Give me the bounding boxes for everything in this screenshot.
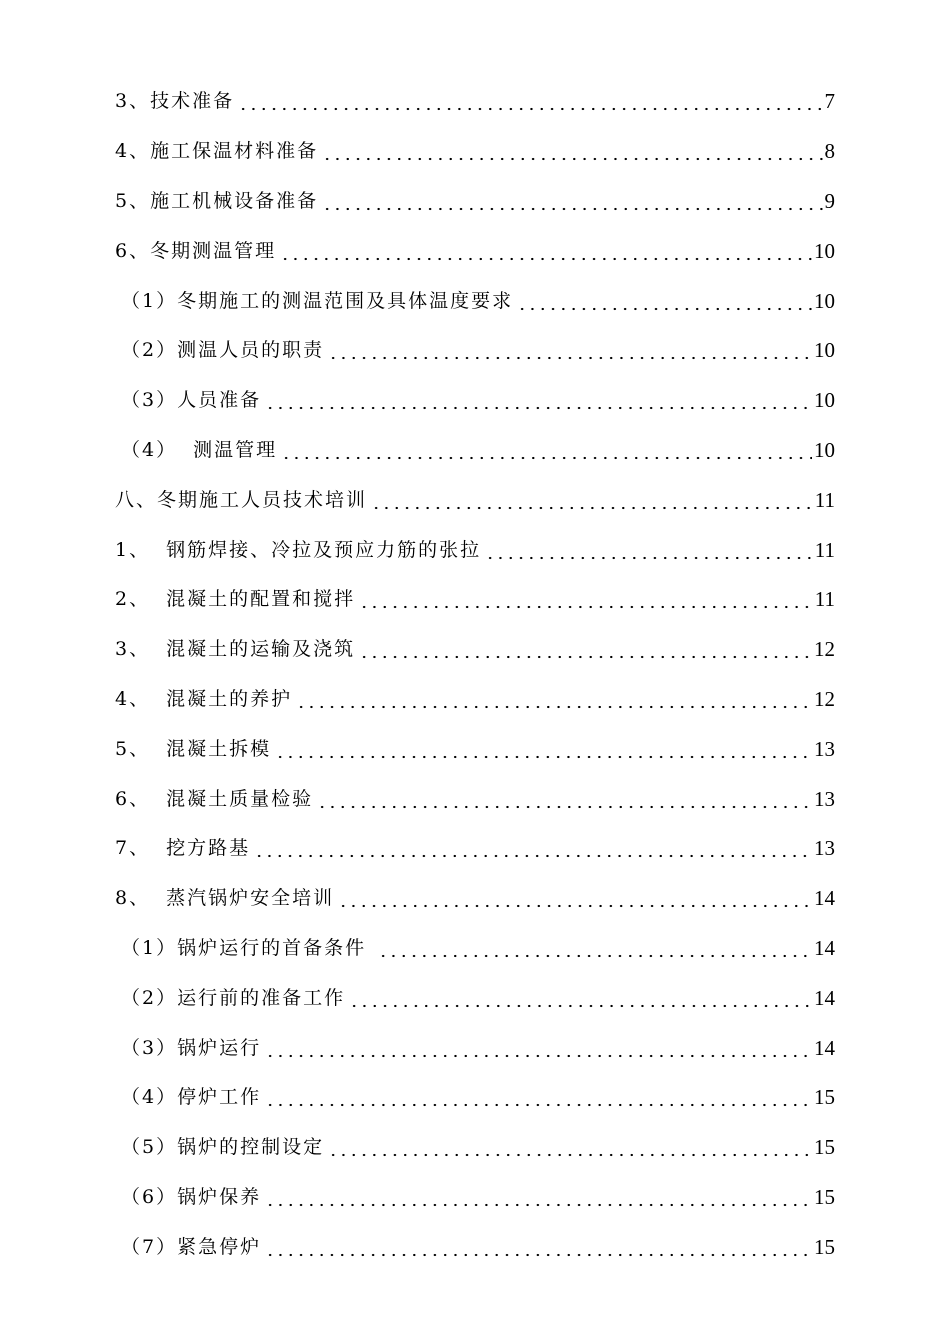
- toc-entry-title: 3、技术准备: [115, 90, 235, 113]
- toc-entry[interactable]: [0, 575, 950, 625]
- toc-entry[interactable]: [0, 973, 950, 1023]
- toc-entry-title: 2、 混凝土的配置和搅拌: [115, 588, 356, 611]
- toc-entry-page-number: 14: [814, 886, 835, 911]
- toc-entry-page-number: 13: [814, 736, 835, 761]
- toc-entry-title: （3）人员准备: [121, 389, 262, 412]
- toc-dot-leader: [296, 690, 812, 709]
- toc-dot-leader: [359, 640, 812, 659]
- toc-dot-leader: [265, 1238, 812, 1257]
- toc-dot-leader: [280, 242, 812, 261]
- toc-dot-leader: [338, 889, 812, 908]
- toc-entry[interactable]: [0, 774, 950, 824]
- toc-entry-title: 5、 混凝土拆模: [115, 737, 272, 760]
- toc-entry[interactable]: [0, 77, 950, 127]
- toc-entry-title: 4、 混凝土的养护: [115, 687, 293, 710]
- toc-entry[interactable]: [0, 824, 950, 874]
- toc-dot-leader: [265, 1088, 812, 1107]
- toc-dot-leader: [275, 740, 812, 759]
- toc-entry-page-number: 11: [814, 587, 835, 612]
- toc-entry-page-number: 12: [814, 686, 835, 711]
- toc-entry-title: 八、冬期施工人员技术培训: [115, 488, 368, 511]
- toc-entry-title: 1、 钢筋焊接、冷拉及预应力筋的张拉: [115, 538, 482, 561]
- toc-entry-title: 8、 蒸汽锅炉安全培训: [115, 887, 335, 910]
- toc-entry-page-number: 14: [814, 935, 835, 960]
- toc-entry[interactable]: [0, 226, 950, 276]
- toc-entry-title: （1）锅炉运行的首备条件: [121, 936, 375, 959]
- toc-entry-title: （2）运行前的准备工作: [121, 986, 346, 1009]
- toc-entry[interactable]: [0, 675, 950, 725]
- toc-entry-page-number: 14: [814, 985, 835, 1010]
- toc-entry[interactable]: [0, 525, 950, 575]
- toc-entry-title: （6）锅炉保养: [121, 1185, 262, 1208]
- toc-dot-leader: [322, 142, 822, 161]
- toc-entry[interactable]: [0, 724, 950, 774]
- toc-entry[interactable]: [0, 1222, 950, 1272]
- toc-entry[interactable]: [0, 276, 950, 326]
- toc-entry-page-number: 15: [814, 1135, 835, 1160]
- toc-dot-leader: [238, 92, 822, 111]
- toc-entry-title: （1）冬期施工的测温范围及具体温度要求: [121, 289, 514, 312]
- toc-entry-title: （3）锅炉运行: [121, 1036, 262, 1059]
- toc-entry-title: （2）测温人员的职责: [121, 339, 325, 362]
- toc-dot-leader: [371, 491, 813, 510]
- toc-dot-leader: [254, 839, 812, 858]
- toc-entry-page-number: 7: [824, 89, 835, 114]
- toc-dot-leader: [359, 590, 813, 609]
- toc-dot-leader: [322, 192, 822, 211]
- toc-entry-page-number: 13: [814, 786, 835, 811]
- toc-entry[interactable]: [0, 1123, 950, 1173]
- toc-entry[interactable]: [0, 426, 950, 476]
- toc-entry[interactable]: [0, 475, 950, 525]
- toc-entry-title: 3、 混凝土的运输及浇筑: [115, 638, 356, 661]
- toc-dot-leader: [517, 292, 812, 311]
- toc-entry-title: 4、施工保温材料准备: [115, 140, 319, 163]
- toc-dot-leader: [328, 341, 812, 360]
- toc-entry[interactable]: [0, 1023, 950, 1073]
- toc-entry-title: （7）紧急停炉: [121, 1235, 262, 1258]
- toc-dot-leader: [265, 1039, 812, 1058]
- toc-entry[interactable]: [0, 1173, 950, 1223]
- toc-entry[interactable]: [0, 127, 950, 177]
- toc-dot-leader: [265, 391, 812, 410]
- toc-entry-page-number: 11: [814, 487, 835, 512]
- toc-entry[interactable]: [0, 874, 950, 924]
- toc-entry-title: （4） 测温管理: [121, 438, 278, 461]
- toc-entry[interactable]: [0, 326, 950, 376]
- toc-dot-leader: [328, 1138, 812, 1157]
- toc-entry-page-number: 13: [814, 836, 835, 861]
- toc-entry-page-number: 10: [814, 437, 835, 462]
- toc-entry-title: （5）锅炉的控制设定: [121, 1136, 325, 1159]
- toc-dot-leader: [265, 1188, 812, 1207]
- toc-dot-leader: [378, 939, 812, 958]
- toc-dot-leader: [485, 541, 813, 560]
- toc-entry[interactable]: [0, 1073, 950, 1123]
- toc-entry-title: 7、 挖方路基: [115, 837, 251, 860]
- toc-entry-page-number: 10: [814, 238, 835, 263]
- toc-entry-page-number: 15: [814, 1085, 835, 1110]
- toc-entry[interactable]: [0, 177, 950, 227]
- toc-dot-leader: [317, 790, 812, 809]
- toc-entry-page-number: 15: [814, 1184, 835, 1209]
- toc-entry-page-number: 9: [824, 188, 835, 213]
- toc-entry-title: 6、 混凝土质量检验: [115, 787, 314, 810]
- toc-entry-page-number: 10: [814, 338, 835, 363]
- toc-entry-page-number: 10: [814, 388, 835, 413]
- toc-entry-title: 6、冬期测温管理: [115, 239, 277, 262]
- toc-entry-page-number: 10: [814, 288, 835, 313]
- toc-entry[interactable]: [0, 924, 950, 974]
- toc-dot-leader: [349, 989, 812, 1008]
- toc-entry-title: （4）停炉工作: [121, 1086, 262, 1109]
- toc-entry[interactable]: [0, 625, 950, 675]
- toc-entry[interactable]: [0, 376, 950, 426]
- toc-entry-title: 5、施工机械设备准备: [115, 189, 319, 212]
- toc-entry-page-number: 8: [824, 139, 835, 164]
- toc-entry-page-number: 11: [814, 537, 835, 562]
- toc-entry-page-number: 15: [814, 1234, 835, 1259]
- table-of-contents: [0, 77, 950, 1272]
- toc-entry-page-number: 12: [814, 637, 835, 662]
- toc-dot-leader: [281, 441, 812, 460]
- toc-entry-page-number: 14: [814, 1035, 835, 1060]
